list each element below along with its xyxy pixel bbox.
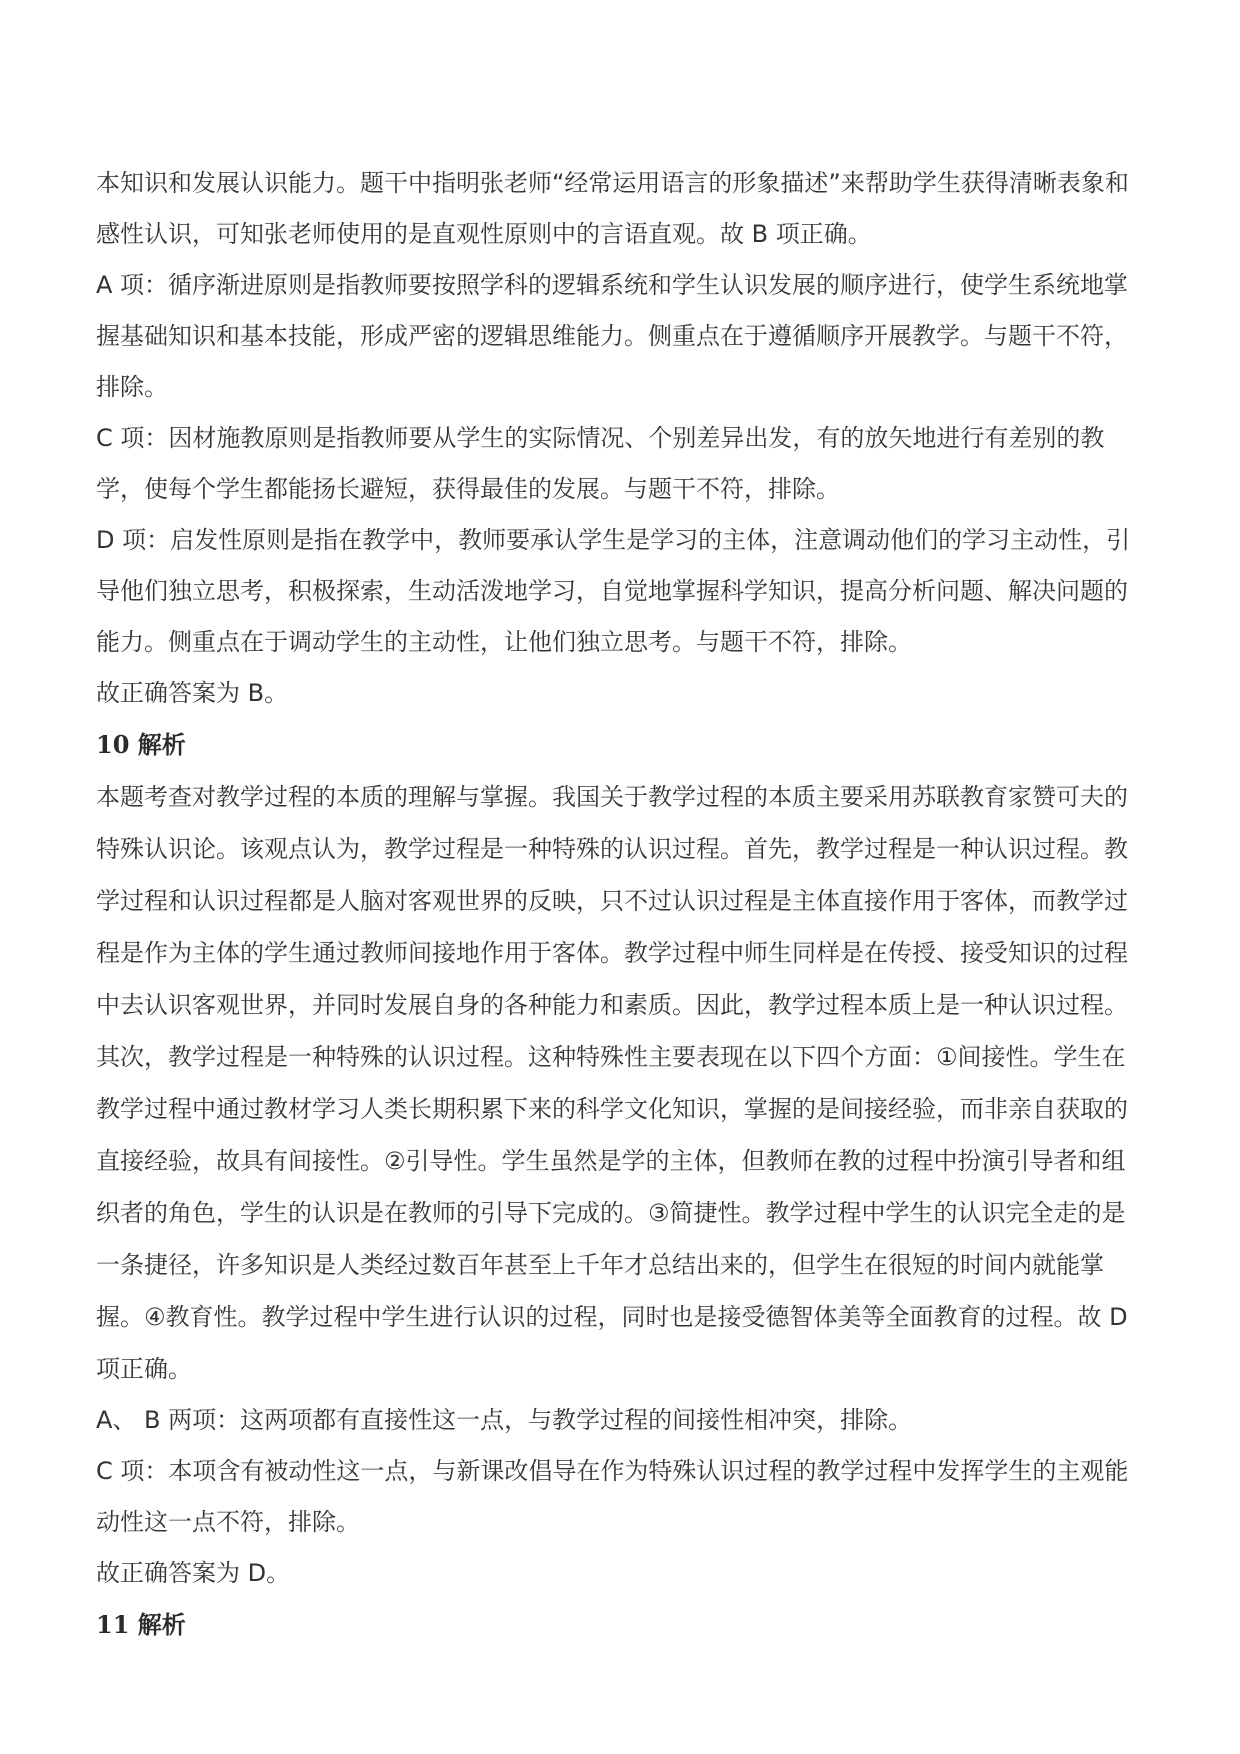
section-heading-10: 10 解析	[96, 730, 186, 759]
paragraph-option-c: C 项：因材施教原则是指教师要从学生的实际情况、个别差异出发，有的放矢地进行有差别的教学，使每个学生都能扬长避短，获得最佳的发展。与题干不符，排除。	[96, 424, 1105, 503]
answer-line-10: 故正确答案为 D。	[96, 1559, 291, 1587]
paragraph-option-a: A 项：循序渐进原则是指教师要按照学科的逻辑系统和学生认识发展的顺序进行，使学生系统地掌握基础知识和基本技能，形成严密的逻辑思维能力。侧重点在于遵循顺序开展教学。与题干不符，排除。	[96, 271, 1129, 401]
paragraph-10-analysis: 本题考查对教学过程的本质的理解与掌握。我国关于教学过程的本质主要采用苏联教育家赞可夫的特殊认识论。该观点认为，教学过程是一种特殊的认识过程。首先，教学过程是一种认识过程。教学过程和认识过程都是人脑对客观世界的反映，只不过认识过程是主体直接作用于客体，而教学过程是作为主体的学生通过教师间接地作用于客体。教学过程中师生同样是在传授、接受知识的过程中去认识客观世界，并同时发展自身的各种能力和素质。因此，教学过程本质上是一种认识过程。其次，教学过程是一种特殊的认识过程。这种特殊性主要表现在以下四个方面：①间接性。学生在教学过程中通过教材学习人类长期积累下来的科学文化知识，掌握的是间接经验，而非亲自获取的直接经验，故具有间接性。②引导性。学生虽然是学的主体，但教师在教的过程中扮演引导者和组织者的角色，学生的认识是在教师的引导下完成的。③简捷性。教学过程中学生的认识完全走的是一条捷径，许多知识是人类经过数百年甚至上千年才总结出来的，但学生在很短的时间内就能掌握。④教育性。教学过程中学生进行认识的过程，同时也是接受德智体美等全面教育的过程。故 D 项正确。	[96, 783, 1128, 1383]
paragraph-option-c-10: C 项：本项含有被动性这一点，与新课改倡导在作为特殊认识过程的教学过程中发挥学生的主观能动性这一点不符，排除。	[96, 1457, 1129, 1536]
answer-line-9: 故正确答案为 B。	[96, 679, 289, 707]
section-heading-11: 11 解析	[96, 1610, 186, 1639]
document-page	[96, 158, 1148, 1651]
paragraph-b-intuitive-conclusion: 本知识和发展认识能力。题干中指明张老师“经常运用语言的形象描述”来帮助学生获得清晰表象和感性认识，可知张老师使用的是直观性原则中的言语直观。故 B 项正确。	[96, 169, 1129, 248]
paragraph-options-ab: A、 B 两项：这两项都有直接性这一点，与教学过程的间接性相冲突，排除。	[96, 1406, 913, 1434]
paragraph-option-d: D 项：启发性原则是指在教学中，教师要承认学生是学习的主体，注意调动他们的学习主动性，引导他们独立思考，积极探索，生动活泼地学习，自觉地掌握科学知识，提高分析问题、解决问题的能力。侧重点在于调动学生的主动性，让他们独立思考。与题干不符，排除。	[96, 526, 1131, 656]
